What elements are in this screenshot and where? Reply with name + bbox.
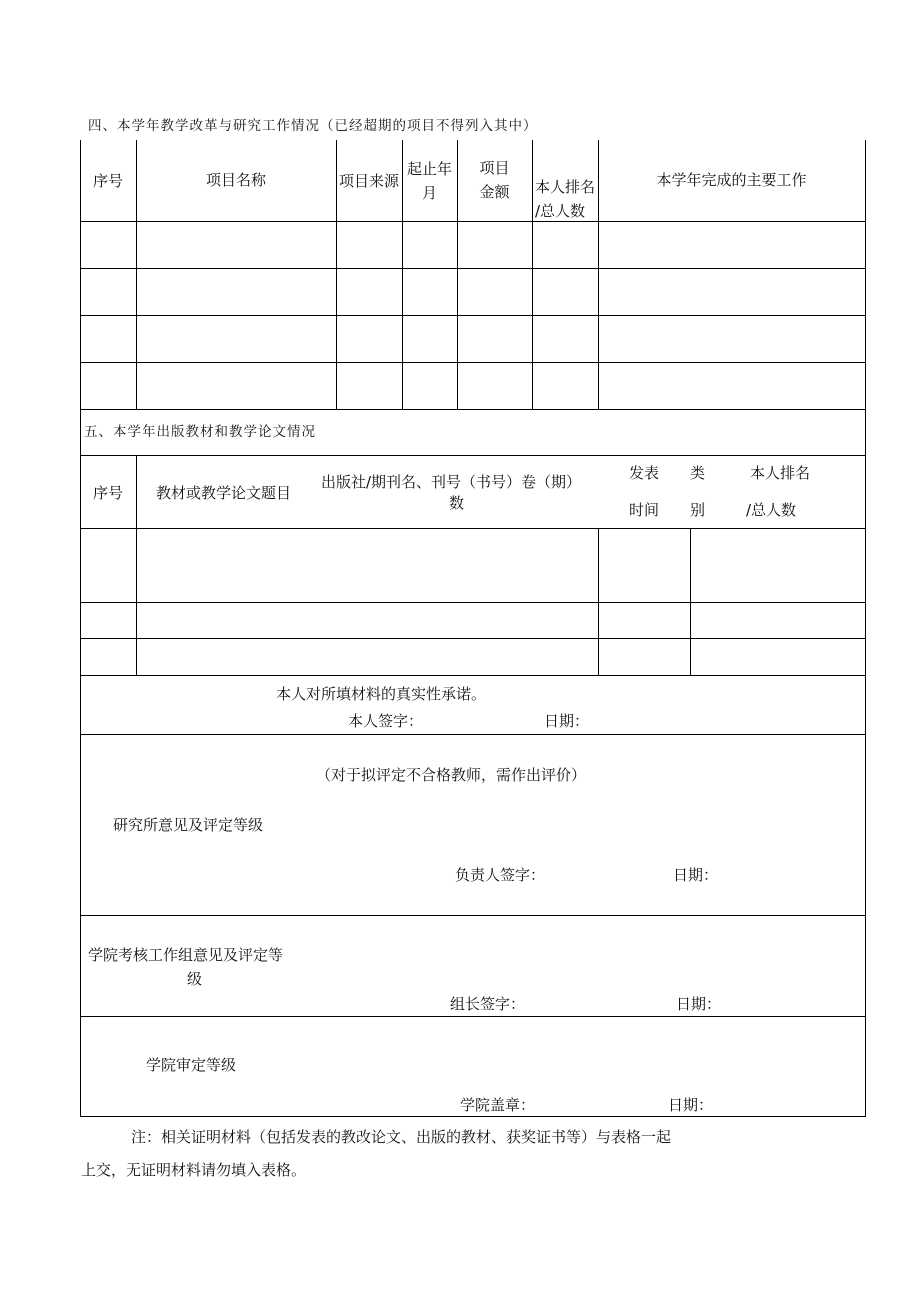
section5-title: 五、本学年出版教材和教学论文情况	[84, 424, 316, 440]
table-rule	[80, 1116, 865, 1117]
college-group-label-line1: 学院考核工作组意见及评定等	[88, 946, 284, 964]
header-title: 教材或教学论文题目	[156, 484, 292, 502]
header-project-source: 项目来源	[338, 172, 399, 190]
table-rule	[80, 1016, 865, 1017]
header-time-line2: 时间	[629, 501, 660, 519]
institute-date-label: 日期：	[673, 866, 719, 884]
header-rank-line2: /总人数	[746, 501, 797, 519]
table-rule	[80, 915, 865, 916]
header-rank-line1: 本人排名	[750, 464, 811, 482]
table-rule	[80, 638, 865, 639]
table-rule	[80, 221, 865, 222]
college-group-sign-label: 组长签字：	[450, 995, 526, 1013]
table-rule	[690, 528, 691, 675]
header-rank-line2: /总人数	[535, 202, 586, 220]
table-rule	[532, 140, 533, 409]
college-label: 学院审定等级	[146, 1056, 237, 1074]
college-group-label-line2: 级	[187, 970, 203, 988]
header-period-line2: 月	[421, 184, 437, 202]
table-rule	[865, 409, 866, 676]
table-rule	[865, 140, 866, 409]
header-type-line1: 类	[690, 464, 706, 482]
table-rule	[402, 140, 403, 409]
header-amount-line1: 项目	[479, 159, 510, 177]
table-rule	[80, 362, 865, 363]
header-seq: 序号	[92, 172, 123, 190]
college-group-date-label: 日期：	[676, 995, 722, 1013]
table-rule	[80, 528, 865, 529]
pledge-date-label: 日期：	[544, 712, 590, 730]
footnote-line1: 注：相关证明材料（包括发表的教改论文、出版的教材、获奖证书等）与表格一起	[131, 1128, 672, 1146]
pledge-text: 本人对所填材料的真实性承诺。	[276, 685, 487, 703]
institute-label: 研究所意见及评定等级	[113, 816, 264, 834]
section4-title: 四、本学年教学改革与研究工作情况（已经超期的项目不得列入其中）	[88, 118, 538, 134]
institute-sign-label: 负责人签字：	[455, 866, 546, 884]
table-rule	[136, 455, 137, 675]
table-rule	[80, 602, 865, 603]
header-type-line2: 别	[690, 501, 706, 519]
pledge-sign-label: 本人签字：	[348, 712, 424, 730]
college-date-label: 日期：	[668, 1096, 714, 1114]
header-project-name: 项目名称	[205, 171, 266, 189]
table-rule	[80, 455, 865, 456]
table-rule	[80, 409, 865, 410]
table-rule	[80, 675, 81, 1117]
table-rule	[80, 315, 865, 316]
header-main-work: 本学年完成的主要工作	[656, 171, 807, 189]
college-seal-label: 学院盖章：	[460, 1096, 536, 1114]
table-rule	[80, 675, 865, 676]
table-rule	[80, 268, 865, 269]
header-seq: 序号	[92, 484, 123, 502]
institute-note: （对于拟评定不合格教师，需作出评价）	[316, 766, 587, 784]
header-time-line1: 发表	[629, 464, 660, 482]
header-amount-line2: 金额	[479, 183, 510, 201]
header-publisher-line2: 数	[449, 494, 465, 512]
header-period-line1: 起止年	[406, 160, 452, 178]
footnote-line2: 上交，无证明材料请勿填入表格。	[81, 1161, 307, 1179]
table-rule	[598, 528, 599, 675]
header-rank-line1: 本人排名	[535, 178, 596, 196]
table-rule	[457, 140, 458, 409]
table-rule	[865, 675, 866, 1117]
table-rule	[80, 409, 81, 676]
header-publisher-line1: 出版社/期刊名、刊号（书号）卷（期）	[321, 473, 582, 491]
table-rule	[80, 734, 865, 735]
